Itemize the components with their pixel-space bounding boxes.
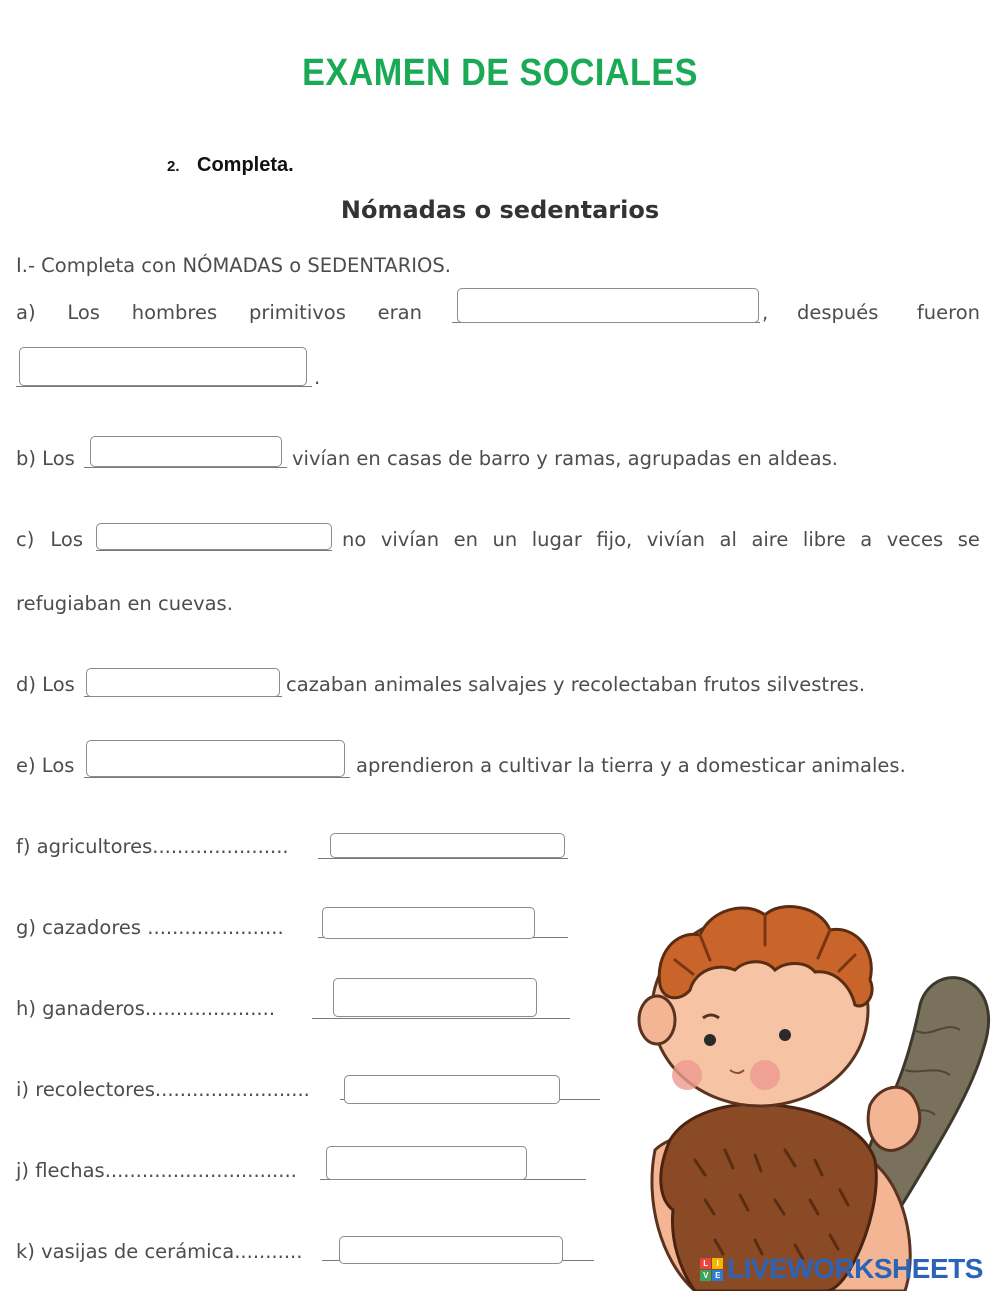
exam-title: EXAMEN DE SOCIALES [302, 52, 698, 94]
answer-input-k[interactable] [339, 1236, 563, 1264]
answer-input-a2[interactable] [19, 347, 307, 386]
answer-input-e[interactable] [86, 740, 345, 777]
answer-line-h [312, 1018, 570, 1019]
answer-line-c [96, 550, 332, 551]
sentence-c-word: a [860, 528, 873, 551]
answer-line-b [84, 467, 287, 468]
answer-input-h[interactable] [333, 978, 537, 1017]
sentence-c-word: libre [802, 528, 846, 551]
sentence-c-word: Los [50, 528, 83, 551]
answer-input-c[interactable] [96, 523, 332, 550]
sentence-c-label [16, 528, 83, 551]
sentence-a-end: . [314, 366, 321, 389]
answer-input-d[interactable] [86, 668, 280, 697]
logo-letter: L [700, 1258, 711, 1269]
sentence-a-word: eran [377, 301, 422, 324]
classify-item-h: h) ganaderos..................... [16, 997, 276, 1020]
logo-letter: I [712, 1258, 723, 1269]
sentence-e-text: aprendieron a cultivar la tierra y a domesticar animales. [356, 754, 906, 777]
sentence-c-word: en [453, 528, 478, 551]
sentence-a-word: hombres [131, 301, 218, 324]
answer-input-a1[interactable] [457, 288, 759, 323]
answer-line-e [84, 777, 350, 778]
sentence-c-word: al [719, 528, 737, 551]
sentence-d-label: d) Los [16, 673, 75, 696]
sentence-b-text: vivían en casas de barro y ramas, agrupadas en aldeas. [292, 447, 838, 470]
classify-item-i: i) recolectores......................... [16, 1078, 310, 1101]
logo-letter: V [700, 1270, 711, 1281]
answer-line-a2 [16, 386, 312, 387]
classify-item-g: g) cazadores ...................... [16, 916, 284, 939]
sentence-c-word: un [492, 528, 518, 551]
sentence-c-word: vivían [380, 528, 440, 551]
caveman-illustration [615, 900, 1000, 1291]
liveworksheets-logo [700, 1252, 983, 1286]
brand-text: LIVEWORKSHEETS [727, 1253, 983, 1284]
sentence-c-word: fijo, [596, 528, 633, 551]
sentence-a-word: primitivos [248, 301, 346, 324]
worksheet-prompt: I.- Completa con NÓMADAS o SEDENTARIOS. [16, 254, 451, 277]
sentence-c-continued: refugiaban en cuevas. [16, 592, 233, 615]
logo-letter: E [712, 1270, 723, 1281]
sentence-c-word: veces [886, 528, 944, 551]
sentence-d-text: cazaban animales salvajes y recolectaban frutos silvestres. [286, 673, 866, 696]
answer-input-f[interactable] [330, 833, 565, 858]
sentence-c-word: no [342, 528, 367, 551]
sentence-a-comma: , [762, 301, 769, 324]
sentence-c-text [342, 528, 980, 551]
classify-item-j: j) flechas............................... [16, 1159, 297, 1182]
answer-input-j[interactable] [326, 1146, 527, 1180]
sentence-e-label: e) Los [16, 754, 75, 777]
sentence-b-label: b) Los [16, 447, 75, 470]
answer-input-i[interactable] [344, 1075, 560, 1104]
classify-item-f: f) agricultores...................... [16, 835, 289, 858]
classify-item-k: k) vasijas de cerámica........... [16, 1240, 303, 1263]
worksheet-subtitle: Nómadas o sedentarios [340, 196, 660, 224]
sentence-c-word: c) [16, 528, 35, 551]
instruction-number: 2. [167, 158, 180, 175]
sentence-a-word: después [797, 301, 879, 324]
sentence-c-word: aire [751, 528, 789, 551]
liveworksheets-icon [700, 1258, 723, 1281]
answer-line-f [318, 858, 568, 859]
sentence-a-word: fueron [916, 301, 980, 324]
answer-input-g[interactable] [322, 907, 535, 939]
sentence-a-word: a) [16, 301, 36, 324]
sentence-a-word: Los [67, 301, 100, 324]
instruction-text: Completa. [197, 154, 294, 176]
sentence-c-word: vivían [646, 528, 705, 551]
answer-input-b[interactable] [90, 436, 282, 467]
sentence-c-word: lugar [531, 528, 582, 551]
sentence-a-start [16, 301, 422, 324]
sentence-c-word: se [957, 528, 980, 551]
sentence-a-after [797, 301, 980, 324]
